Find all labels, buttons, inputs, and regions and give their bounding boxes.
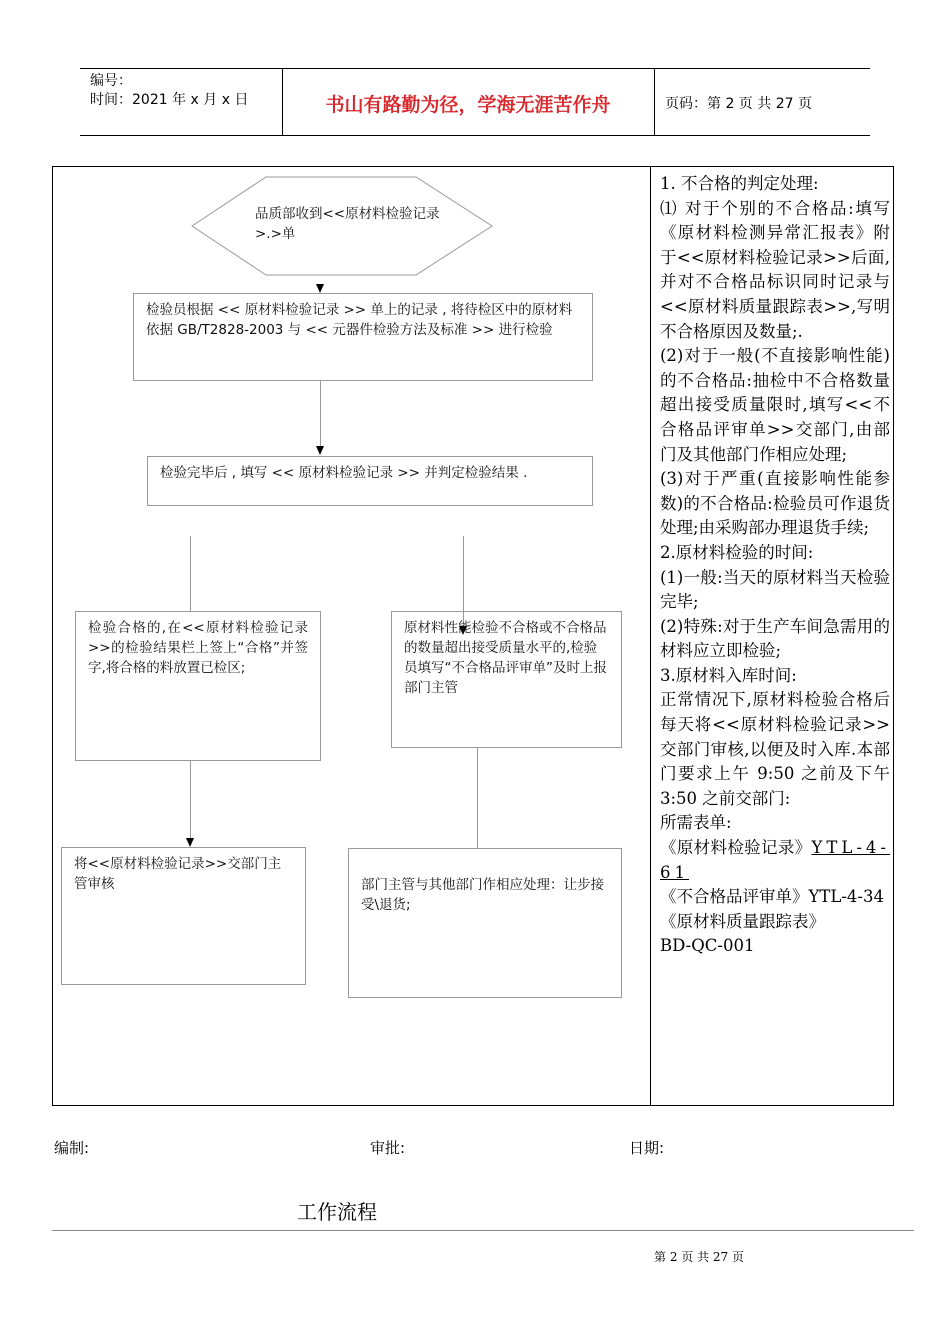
connector-pass-next [190,761,191,839]
form-tracking-name: 《原材料质量跟踪表》 [660,911,825,931]
notes-line: (3)对于严重(直接影响性能参数)的不合格品:检验员可作退货处理;由采购部办理退货手续; [660,469,890,538]
step-inspect-text: 检验员根据 << 原材料检验记录 >> 单上的记录 , 将待检区中的原材料依据 GB/T2828-2003 与 << 元器件检验方法及标准 >> 进行检验 [146,302,573,338]
header-motto: 书山有路勤为径，学海无涯苦作舟 [325,94,611,116]
pass-next-text: 将<<原材料检验记录>>交部门主管审核 [74,856,282,892]
header-time-label: 时间：2021 年 x 月 x 日 [90,92,249,108]
form-record-name: 《原材料检验记录》 [660,838,812,858]
fail-next-box [348,848,622,998]
form-record-code: YTL-4-61 [660,838,890,882]
fail-box [391,611,622,748]
main-table-divider [650,166,651,1106]
notes-line: 所需表单: [660,813,732,833]
prepared-by-label: 编制: [54,1139,90,1157]
notes-line: 1. 不合格的判定处理: [660,174,819,193]
arrow-to-step2 [316,446,324,455]
notes-line: (2)特殊:对于生产车间急需用的材料应立即检验; [660,616,890,661]
header-number-label: 编号： [90,73,132,89]
page-footer: 第 2 页 共 27 页 [654,1250,744,1264]
notes-line: 正常情况下,原材料检验合格后每天将<<原材料检验记录>>交部门审核,以便及时入库.本部门要求上午 9:50 之前及下午 3:50 之前交部门: [660,690,890,808]
notes-line: (2)对于一般(不直接影响性能)的不合格品:抽检中不合格数量超出接受质量限时,填写<<不合格品评审单>>交部门,由部门及其他部门作相应处理; [660,346,890,464]
approved-by-label: 审批: [370,1139,406,1157]
footer-rule [52,1230,914,1231]
notes-line: 3.原材料入库时间: [660,665,797,685]
form-record-line [660,836,890,885]
header-bottom-rule [80,135,870,136]
pass-next-box [61,847,306,985]
section-title: 工作流程 [297,1200,377,1224]
arrow-to-step1 [316,284,324,293]
arrow-to-pass-next [186,838,194,847]
header-page-info: 页码：第 2 页 共 27 页 [665,96,812,112]
header-top-rule [80,68,870,69]
pass-box [75,611,321,761]
fail-text: 原材料性能检验不合格或不合格品的数量超出接受质量水平的,检验员填写“不合格品评审单”及时上报部门主管 [404,620,607,696]
start-hexagon-text: 品质部收到<<原材料检验记录>.>单 [255,206,440,242]
connector-fail-next [477,748,478,848]
connector-step1-step2 [320,381,321,447]
notes-line: ⑴ 对于个别的不合格品:填写《原材料检测异常汇报表》附于<<原材料检验记录>>后面,并对不合格品标识同时记录与<<原材料质量跟踪表>>,写明不合格原因及数量;. [660,198,890,341]
connector-to-pass [190,536,191,611]
notes-column [660,172,890,959]
notes-line: (1)一般:当天的原材料当天检验完毕; [660,567,890,612]
pass-text: 检验合格的,在<<原材料检验记录>>的检验结果栏上签上“合格”并签字,将合格的料放置已检区; [88,620,308,676]
fail-next-text: 部门主管与其他部门作相应处理：让步接受\退货; [361,877,604,913]
header-divider-right [654,68,655,135]
form-review-line: 《不合格品评审单》YTL-4-34 [660,887,884,907]
notes-line: 2.原材料检验的时间: [660,542,814,562]
date-label: 日期: [629,1139,665,1157]
step-inspect-box [133,293,593,381]
form-tracking-code: BD-QC-001 [660,936,755,956]
step-record-box [147,456,593,506]
step-record-text: 检验完毕后 , 填写 << 原材料检验记录 >> 并判定检验结果 . [160,465,528,481]
